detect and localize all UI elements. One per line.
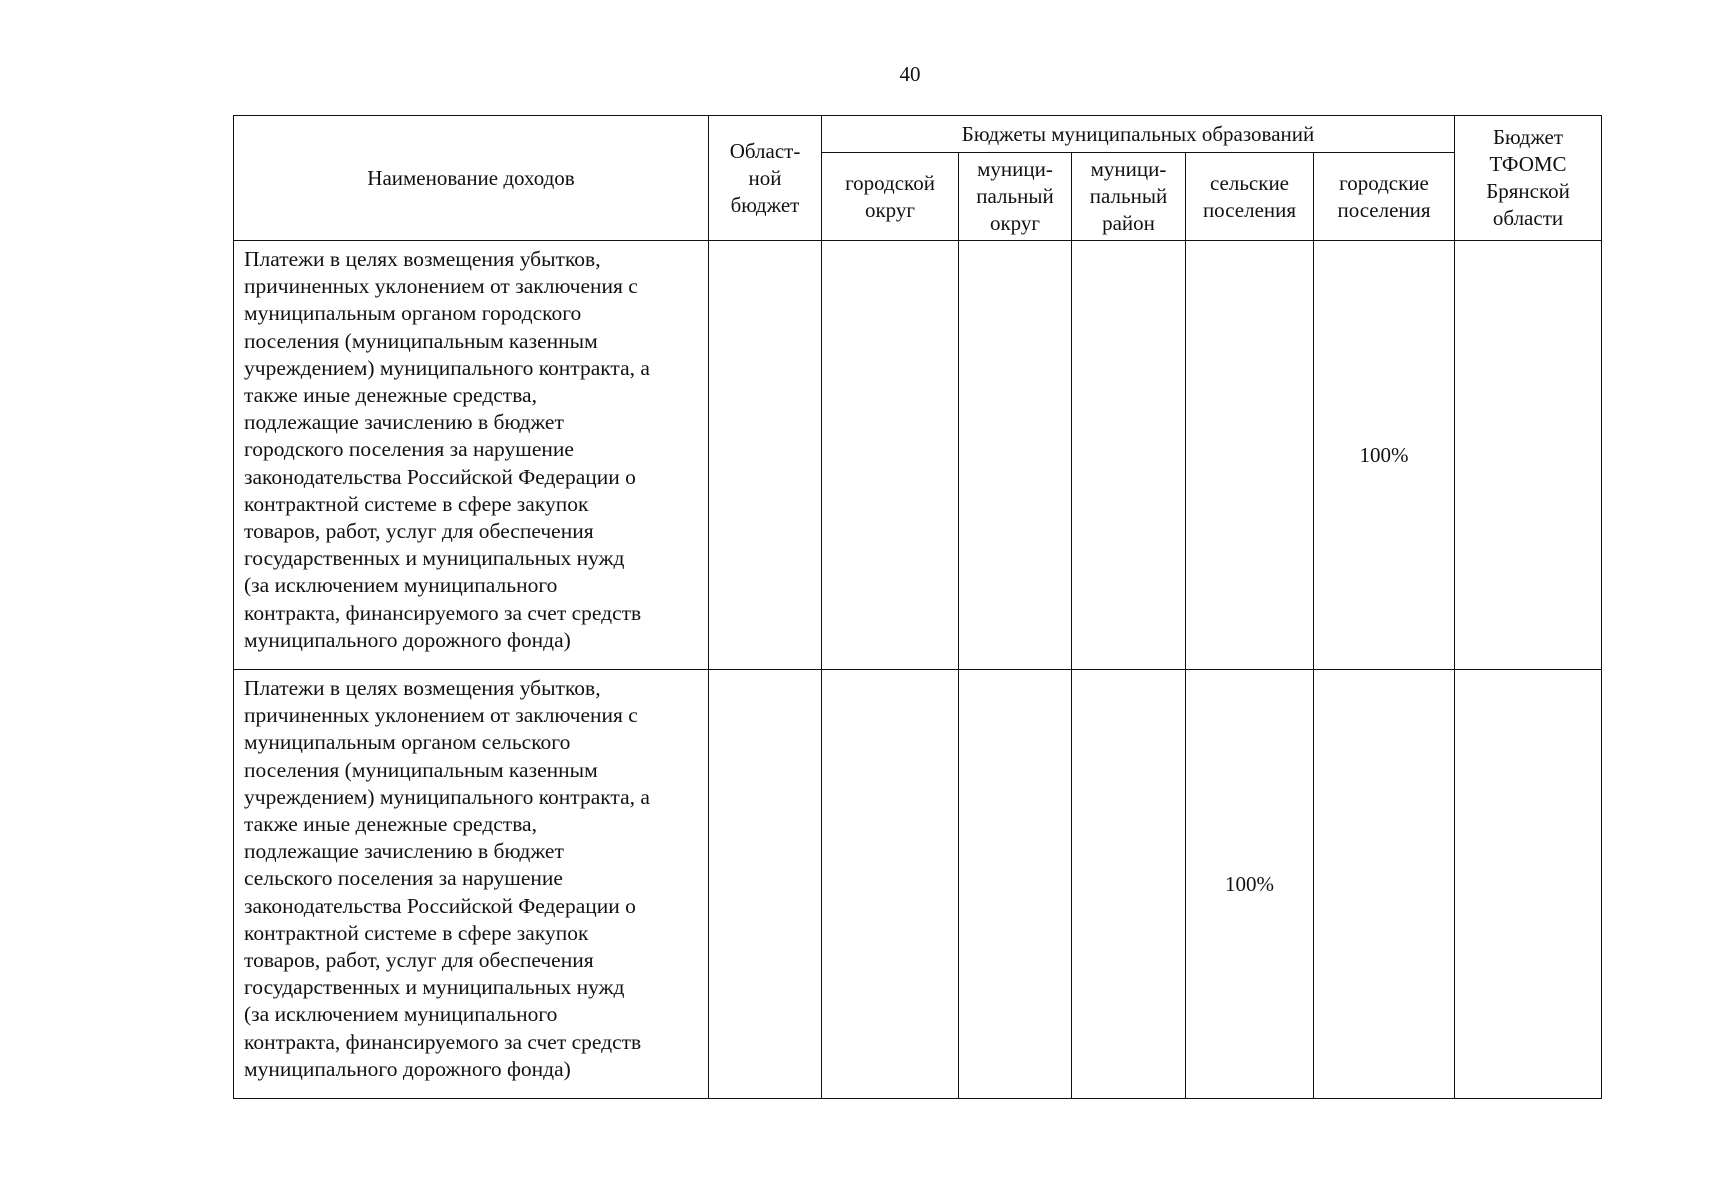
cell-regional — [709, 241, 822, 670]
cell-municipal-area — [1072, 241, 1186, 670]
cell-municipal-area — [1072, 670, 1186, 1099]
cell-city-district — [822, 670, 959, 1099]
table-row — [234, 241, 1602, 670]
header-municipal-budgets: Бюджеты муниципальных образований — [822, 116, 1455, 153]
header-city-district: городской округ — [822, 153, 959, 241]
row-description: Платежи в целях возмещения убытков, причиненных уклонением от заключения с муниципальным органом городского поселения (муниципальным казенным учреждением) муниципального контракта, а также иные денежные средства, подлежащие зачислению в бюджет городского поселения за нарушение законодательства Российской Федерации о контрактной системе в сфере закупок товаров, работ, услуг для обеспечения государственных и муниципальных нужд (за исключением муниципального контракта, финансируемого за счет средств муниципального дорожного фонда) — [234, 241, 709, 670]
cell-rural-settlements — [1186, 241, 1314, 670]
row-description: Платежи в целях возмещения убытков, причиненных уклонением от заключения с муниципальным органом сельского поселения (муниципальным казенным учреждением) муниципального контракта, а также иные денежные средства, подлежащие зачислению в бюджет сельского поселения за нарушение законодательства Российской Федерации о контрактной системе в сфере закупок товаров, работ, услуг для обеспечения государственных и муниципальных нужд (за исключением муниципального контракта, финансируемого за счет средств муниципального дорожного фонда) — [234, 670, 709, 1099]
cell-rural-settlements: 100% — [1186, 670, 1314, 1099]
header-regional-budget: Област- ной бюджет — [709, 116, 822, 241]
header-tfoms-budget: Бюджет ТФОМС Брянской области — [1455, 116, 1602, 241]
cell-urban-settlements: 100% — [1314, 241, 1455, 670]
header-rural-settlements: сельские поселения — [1186, 153, 1314, 241]
cell-municipal-district — [959, 241, 1072, 670]
cell-municipal-district — [959, 670, 1072, 1099]
header-municipal-district: муници- пальный округ — [959, 153, 1072, 241]
table-row — [234, 670, 1602, 1099]
header-row-top — [234, 116, 1602, 153]
header-revenue-name: Наименование доходов — [234, 116, 709, 241]
cell-tfoms — [1455, 670, 1602, 1099]
page-number: 40 — [899, 62, 921, 86]
header-municipal-area: муници- пальный район — [1072, 153, 1186, 241]
cell-tfoms — [1455, 241, 1602, 670]
revenue-distribution-table — [233, 115, 1602, 1099]
header-urban-settlements: городские поселения — [1314, 153, 1455, 241]
cell-regional — [709, 670, 822, 1099]
cell-city-district — [822, 241, 959, 670]
cell-urban-settlements — [1314, 670, 1455, 1099]
